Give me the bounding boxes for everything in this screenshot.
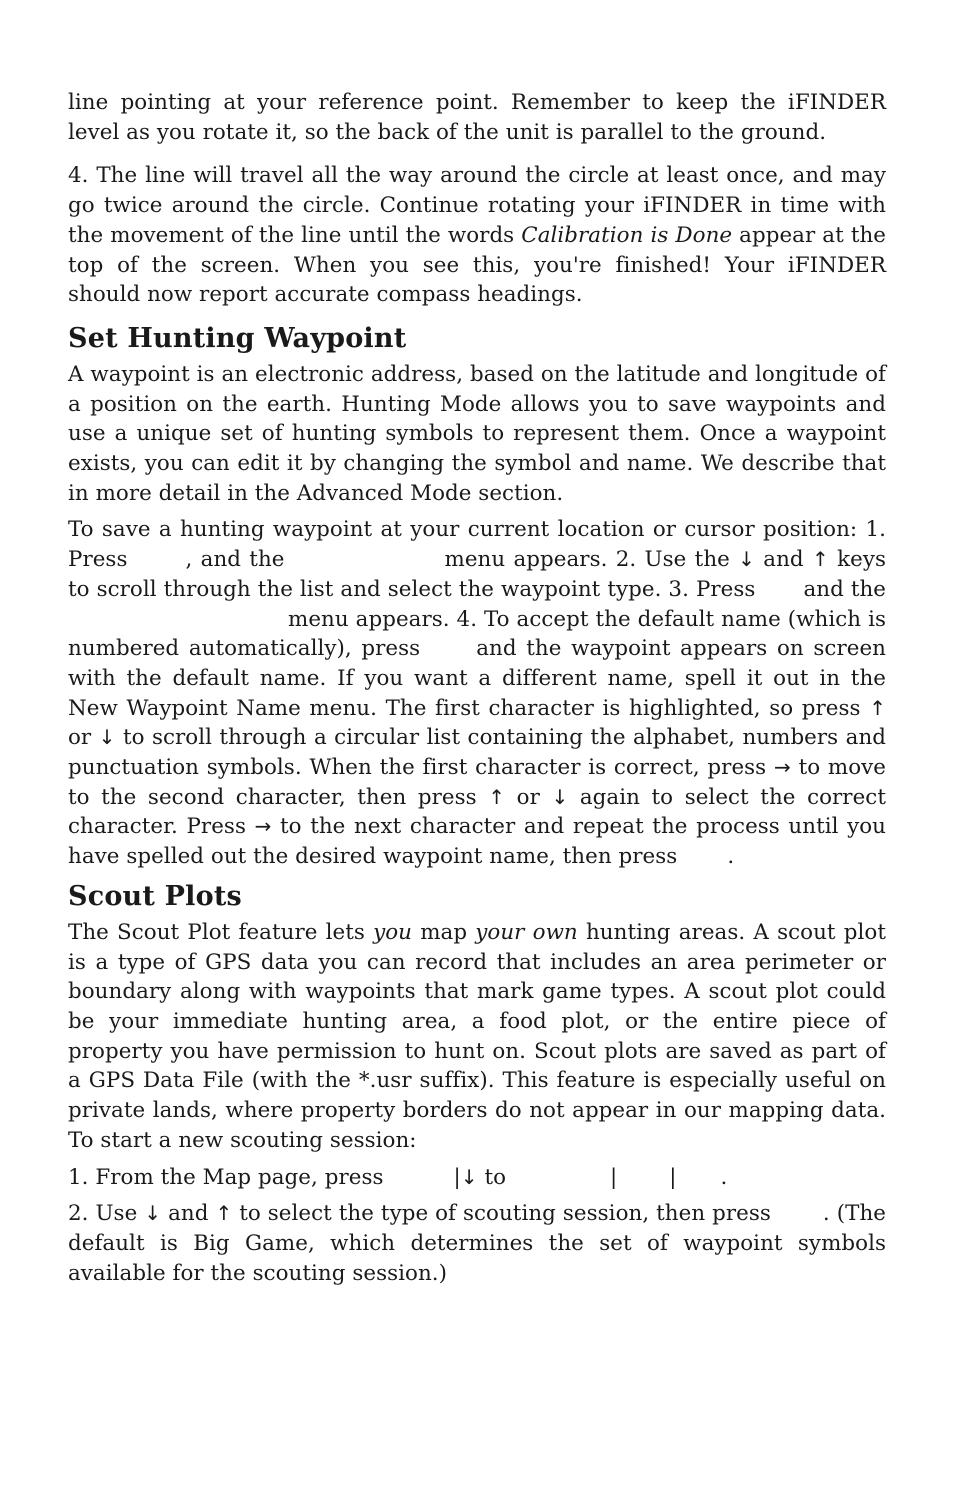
step1-text-a: 1. From the Map page, press (68, 1164, 384, 1190)
scout-paragraph-1 (68, 918, 886, 1156)
intro-paragraph-2 (68, 161, 886, 310)
waypoint-text-14: to the next character and repeat the process until you have spelled out the desired waypoint name, then press (68, 814, 886, 870)
calibration-done-phrase: Calibration is Done (521, 222, 733, 248)
step1-period: . (720, 1164, 728, 1190)
set-hunting-waypoint-heading: Set Hunting Waypoint (68, 322, 407, 354)
manual-page (68, 88, 886, 1295)
waypoint-text-11: to move to the second character, then press (68, 755, 886, 810)
down-arrow-icon: ↓ (460, 1164, 478, 1189)
scout-emphasis-your-own: your own (475, 919, 578, 945)
step2-text-b: and (168, 1201, 209, 1227)
waypoint-text-5: keys to scroll through the list and select the waypoint type. 3. Press (68, 547, 886, 602)
down-arrow-icon: ↓ (144, 1201, 162, 1226)
waypoint-paragraph-2 (68, 515, 886, 871)
waypoint-text-7: menu appears. 4. To accept the default name (which is numbered automatically), press (68, 606, 886, 662)
waypoint-text-9: or (68, 725, 92, 751)
scout-text-c: hunting areas. A scout plot is a type of GPS data you can record that includes an area perimeter or boundary along with waypoints that mark game types. A scout plot could be your immediate hunting area, a food plot, or the entire piece of property you have permission to hunt on. Scout plots are saved as part of a GPS Data File (with the *.usr suffix). This feature is especially useful on private lands, where property borders do not appear in our mapping data. To start a new scouting session: (68, 919, 886, 1153)
waypoint-text-4: and (763, 547, 804, 573)
scout-step-2 (68, 1199, 886, 1288)
waypoint-text-8: and the waypoint appears on screen with the default name. If you want a different name, spell it out in the New Waypoint Name menu. The first character is highlighted, so press (68, 636, 886, 721)
step1-pipe-3: | (669, 1164, 677, 1190)
scout-step-1 (68, 1163, 886, 1193)
intro-paragraph-1: line pointing at your reference point. Remember to keep the iFINDER level as you rotate it, so the back of the unit is parallel to the ground. (68, 90, 886, 145)
intro-text-a: 4. The line will travel all the way around the circle at least once, and may go twice around the circle. Continue rotating your iFINDER in time with the movement of the line until the words (68, 163, 886, 248)
right-arrow-icon: → (254, 814, 272, 839)
scout-plots-heading: Scout Plots (68, 880, 242, 912)
step1-text-c: to (484, 1164, 507, 1190)
scout-emphasis-you: you (373, 919, 412, 945)
scout-text-b: map (412, 919, 476, 945)
step2-text-d: . (The default is Big Game, which determines the set of waypoint symbols available for the scouting session.) (68, 1201, 886, 1286)
step1-pipe-1: | (453, 1164, 461, 1190)
waypoint-text-6: and the (803, 576, 887, 602)
up-arrow-icon: ↑ (488, 784, 506, 809)
down-arrow-icon: ↓ (551, 784, 569, 809)
waypoint-text-2: , and the (185, 547, 285, 573)
waypoint-paragraph-1: A waypoint is an electronic address, based on the latitude and longitude of a position on the earth. Hunting Mode allows you to save waypoints and use a unique set of hunting symbols to represent them. Once a waypoint exists, you can edit it by changing the symbol and name. We describe that in more detail in the Advanced Mode section. (68, 361, 886, 506)
step2-text-c: to select the type of scouting session, then press (239, 1201, 771, 1227)
waypoint-text-10: to scroll through a circular list containing the alphabet, numbers and punctuation symbols. When the first character is correct, press (68, 725, 887, 781)
waypoint-text-13: again to select the correct character. Press (68, 784, 886, 840)
step2-text-a: 2. Use (68, 1201, 138, 1227)
up-arrow-icon: ↑ (811, 547, 829, 572)
step1-pipe-2: | (610, 1164, 618, 1190)
waypoint-text-1: To save a hunting waypoint at your current location or cursor position: 1. Press (68, 517, 886, 573)
scout-text-a: The Scout Plot feature lets (68, 919, 374, 945)
down-arrow-icon: ↓ (98, 725, 116, 750)
waypoint-text-3: menu appears. 2. Use the (444, 547, 730, 573)
waypoint-text-15: . (727, 844, 735, 870)
waypoint-text-12: or (516, 784, 540, 810)
right-arrow-icon: → (773, 755, 791, 780)
up-arrow-icon: ↑ (869, 695, 886, 720)
intro-text-b: appear at the top of the screen. When you see this, you're finished! Your iFINDER should now report accurate compass headings. (68, 222, 886, 308)
down-arrow-icon: ↓ (738, 547, 755, 572)
up-arrow-icon: ↑ (215, 1201, 233, 1226)
